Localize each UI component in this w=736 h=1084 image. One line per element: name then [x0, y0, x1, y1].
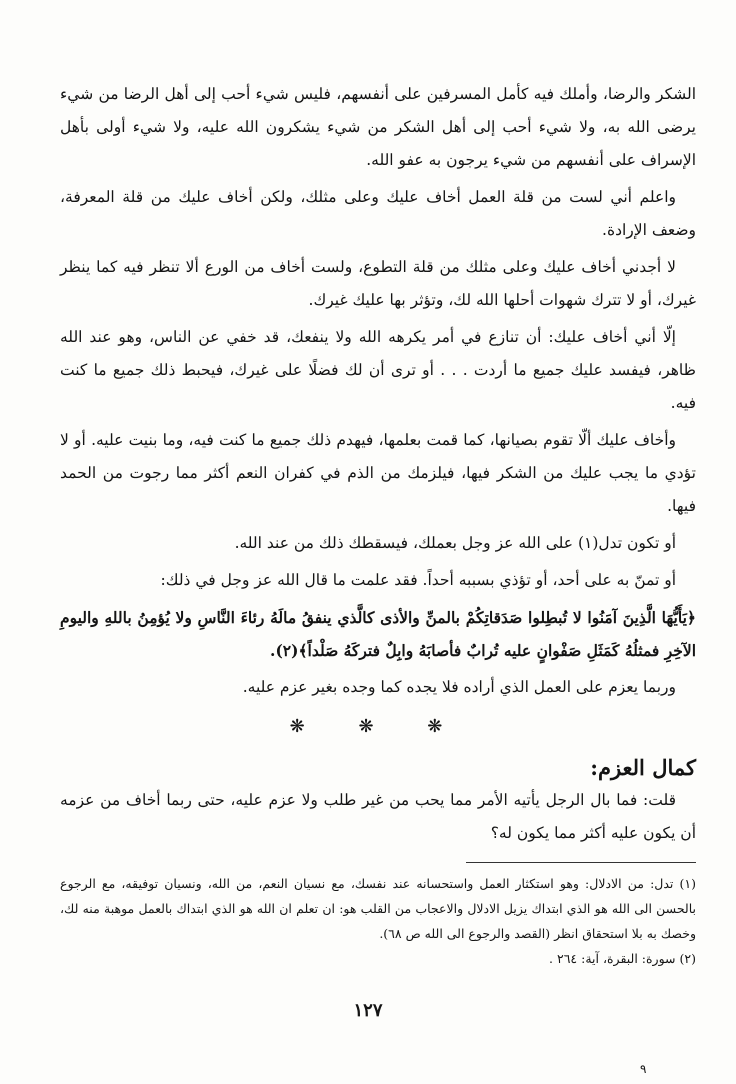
corner-mark: ٩ — [640, 1062, 647, 1076]
paragraph-3: لا أجدني أخاف عليك وعلى مثلك من قلة التطوع، ولست أخاف من الورع ألا تنظر فيه كما ينظر غيرك، أو لا تترك شهوات أحلها الله لك، وتؤثر بها عليك غيرك. — [60, 258, 696, 309]
section-separator: ❋ ❋ ❋ — [289, 716, 467, 737]
paragraph-4: إلّا أني أخاف عليك: أن تنازع في أمر يكرهه الله ولا ينفعك، قد خفي عن الناس، وهو عند الله ظاهر، فيفسد عليك جميع ما أردت . . . أو ترى أن لك فضلًا على غيرك، فيحبط ذلك جميع ما كنت فيه. — [60, 328, 696, 412]
footnote-divider — [466, 862, 696, 863]
page-number: ١٢٧ — [353, 1000, 383, 1021]
section-heading: كمال العزم: — [590, 755, 696, 780]
paragraph-7: أو تمنّ به على أحد، أو تؤذي بسببه أحداً. فقد علمت ما قال الله عز وجل في ذلك: — [160, 571, 676, 589]
question-paragraph: قلت: فما بال الرجل يأتيه الأمر مما يحب من غير طلب ولا عزم عليه، حتى ربما أخاف من عزمه أن يكون عليه أكثر مما يكون له؟ — [60, 791, 696, 842]
page-body — [60, 78, 696, 971]
footnote-1: (١) تدل: من الادلال: وهو استكثار العمل واستحسانه عند نفسك، مع نسيان النعم، من الله، ونسيان توفيقه، مع الرجوع بالحسن الى الله هو الذي ابتداك يزيل الادلال والاعجاب من القلب هو: ان تعلم ان الله هو الذي ابتداك بالعمل موهبة منه لك، وخصك به بلا استحقاق انظر (القصد والرجوع الى الله ص ٦٨). — [60, 876, 696, 941]
paragraph-after-verse: وربما يعزم على العمل الذي أراده فلا يجده كما وجده بغير عزم عليه. — [242, 678, 676, 696]
footnote-2: (٢) سورة: البقرة، آية: ٢٦٤ . — [549, 951, 696, 966]
paragraph-5: وأخاف عليك ألّا تقوم بصيانها، كما قمت بعلمها، فيهدم ذلك جميع ما كنت فيه، وما بنيت عليه. أو لا تؤدي ما يجب عليك من الشكر فيها، فيلزمك من الذم في كفران النعم أكثر مما رجوت من الحمد فيها. — [60, 431, 696, 515]
paragraph-6: أو تكون تدل(١) على الله عز وجل بعملك، فيسقطك ذلك من عند الله. — [234, 534, 676, 552]
quran-verse: ﴿يَأَيُّهَا الَّذِينَ آمَنُوا لا تُبطِلوا صَدَقاتِكُمْ بالمنِّ والأذى كالَّذي ينفقُ مالَهُ رئاءَ النَّاسِ ولا يُؤمِنُ باللهِ واليومِ الآخِرِ فمثلُهُ كَمَثَلِ صَفْوانٍ عليه تُرابٌ فأصابَهُ وابِلٌ فتركَهُ صَلْداً﴾(٢). — [60, 608, 696, 660]
paragraph-2: واعلم أني لست من قلة العمل أخاف عليك وعلى مثلك، ولكن أخاف عليك من قلة المعرفة، وضعف الإرادة. — [60, 188, 696, 239]
paragraph-1: الشكر والرضا، وأملك فيه كأمل المسرفين على أنفسهم، فليس شيء أحب إلى أهل الرضا من شيء يرضى الله به، ولا شيء أحب إلى أهل الشكر من شيء يشكرون الله عليه، ولا شيء أولى بأهل الإسراف على أنفسهم من شيء يرجون به عفو الله. — [60, 85, 696, 169]
